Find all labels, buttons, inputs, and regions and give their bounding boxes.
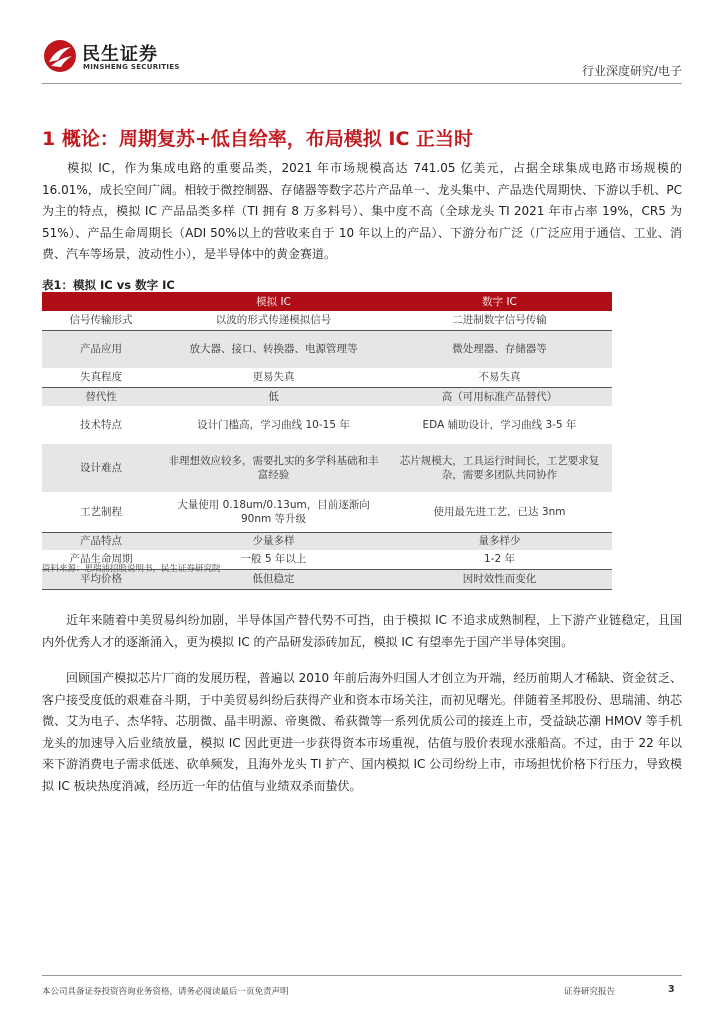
paragraph-1-text: 模拟 IC，作为集成电路的重要品类，2021 年市场规模高达 741.05 亿美元，占据全球集成电路市场规模的 16.01%，成长空间广阔。相较于微控制器、存储器等数字芯片产品单一、龙头集中、产品迭代周期快、下游以手机、PC 为主的特点，模拟 IC 产品品类多样（TI 拥有 8 万多料号）、集中度不高（全球龙头 TI 2021 年市占率 19%，CR5 为 51%）、产品生命周期长（ADI 50%以上的营收来自于 10 年以上的产品）、下游分布广泛（广泛应用于通信、工业、消费、汽车等场景，波动性小），是半导体中的黄金赛道。: [42, 161, 682, 261]
digital-cell: 因时效性而变化: [387, 569, 612, 589]
digital-cell: 使用最先进工艺，已达 3nm: [387, 492, 612, 532]
analog-cell: 非理想效应较多，需要扎实的多学科基础和丰富经验: [160, 444, 387, 492]
table-row: [42, 532, 612, 550]
table-row: [42, 330, 612, 368]
row-label: 工艺制程: [42, 492, 160, 532]
header-divider: [42, 83, 682, 84]
analog-cell: 放大器、接口、转换器、电源管理等: [160, 330, 387, 368]
table-row: [42, 387, 612, 406]
analog-cell: 以波的形式传递模拟信号: [160, 311, 387, 330]
paragraph-2-text: 近年来随着中美贸易纠纷加剧，半导体国产替代势不可挡，由于模拟 IC 不追求成熟制程，上下游产业链稳定，且国内外优秀人才的逐渐涌入，更为模拟 IC 的产品研发添砖加瓦，模拟 IC 有望率先于国产半导体突围。: [42, 613, 682, 649]
table-row: [42, 492, 612, 532]
analog-cell: 大量使用 0.18um/0.13um，目前逐渐向 90nm 等升级: [160, 492, 387, 532]
minsheng-logo-icon: [42, 38, 78, 74]
digital-cell: 1-2 年: [387, 550, 612, 569]
analog-cell: 低但稳定: [160, 569, 387, 589]
analog-cell: 更易失真: [160, 368, 387, 387]
minsheng-logo: [42, 38, 180, 78]
paragraph-3: [42, 668, 682, 797]
digital-cell: 芯片规模大，工具运行时间长，工艺要求复杂，需要多团队共同协作: [387, 444, 612, 492]
digital-cell: 量多样少: [387, 532, 612, 550]
header-cell-empty: [42, 292, 160, 311]
row-label: 产品生命周期: [42, 550, 160, 569]
row-label: 平均价格: [42, 569, 160, 589]
header-cell-digital: 数字 IC: [387, 292, 612, 311]
digital-cell: 高（可用标准产品替代）: [387, 387, 612, 406]
digital-cell: 二进制数字信号传输: [387, 311, 612, 330]
footer-disclaimer: 本公司具备证券投资咨询业务资格，请务必阅读最后一页免责声明: [42, 987, 289, 997]
analog-cell: 一般 5 年以上: [160, 550, 387, 569]
logo-text-cn: 民生证券: [82, 44, 158, 65]
paragraph-1: [42, 158, 682, 266]
table-header-row: [42, 292, 612, 311]
table-row: [42, 368, 612, 387]
footer-divider: [42, 975, 682, 976]
digital-cell: 不易失真: [387, 368, 612, 387]
analog-cell: 设计门槛高，学习曲线 10-15 年: [197, 419, 350, 431]
header-cell-analog: 模拟 IC: [160, 292, 387, 311]
logo-text-en: MINSHENG SECURITIES: [83, 63, 180, 71]
page-number: 3: [668, 984, 675, 995]
row-label: 替代性: [42, 387, 160, 406]
table-row: [42, 406, 612, 444]
row-label: 信号传输形式: [42, 311, 160, 330]
row-label: 设计难点: [42, 444, 160, 492]
paragraph-2: [42, 610, 682, 653]
table-row: [42, 311, 612, 330]
section-title: 1 概论：周期复苏+低自给率，布局模拟 IC 正当时: [42, 128, 473, 150]
row-label: 产品特点: [42, 532, 160, 550]
table-source: 资料来源：思瑞浦招股说明书，民生证券研究院: [42, 564, 221, 574]
analog-cell: 少量多样: [160, 532, 387, 550]
analog-cell: 低: [160, 387, 387, 406]
digital-cell: EDA 辅助设计，学习曲线 3-5 年: [422, 419, 577, 431]
digital-cell: 微处理器、存储器等: [387, 330, 612, 368]
row-label: 产品应用: [42, 330, 160, 368]
footer-report-type: 证券研究报告: [564, 987, 616, 997]
comparison-table: [42, 292, 612, 590]
row-label: 技术特点: [80, 419, 122, 431]
paragraph-3-text: 回顾国产模拟芯片厂商的发展历程，普遍以 2010 年前后海外归国人才创立为开端，经历前期人才稀缺、资金贫乏、客户接受度低的艰难奋斗期，于中美贸易纠纷后获得产业和资本市场关注，而初见曙光。伴随着圣邦股份、思瑞浦、纳芯微、艾为电子、杰华特、芯朋微、晶丰明源、帝奥微、希荻微等一系列优质公司的接连上市，受益缺芯潮 HMOV 等手机龙头的加速导入后业绩放量，模拟 IC 因此更进一步获得资本市场重视，估值与股价表现水涨船高。不过，由于 22 年以来下游消费电子需求低迷、砍单频发，且海外龙头 TI 扩产、国内模拟 IC 公司纷纷上市，市场担忧价格下行压力，导致模拟 IC 板块热度消减，经历近一年的估值与业绩双杀而蛰伏。: [42, 671, 682, 793]
row-label: 失真程度: [42, 368, 160, 387]
table-title: 表1：模拟 IC vs 数字 IC: [42, 278, 175, 292]
report-category: 行业深度研究/电子: [581, 64, 682, 78]
table-row: [42, 444, 612, 492]
